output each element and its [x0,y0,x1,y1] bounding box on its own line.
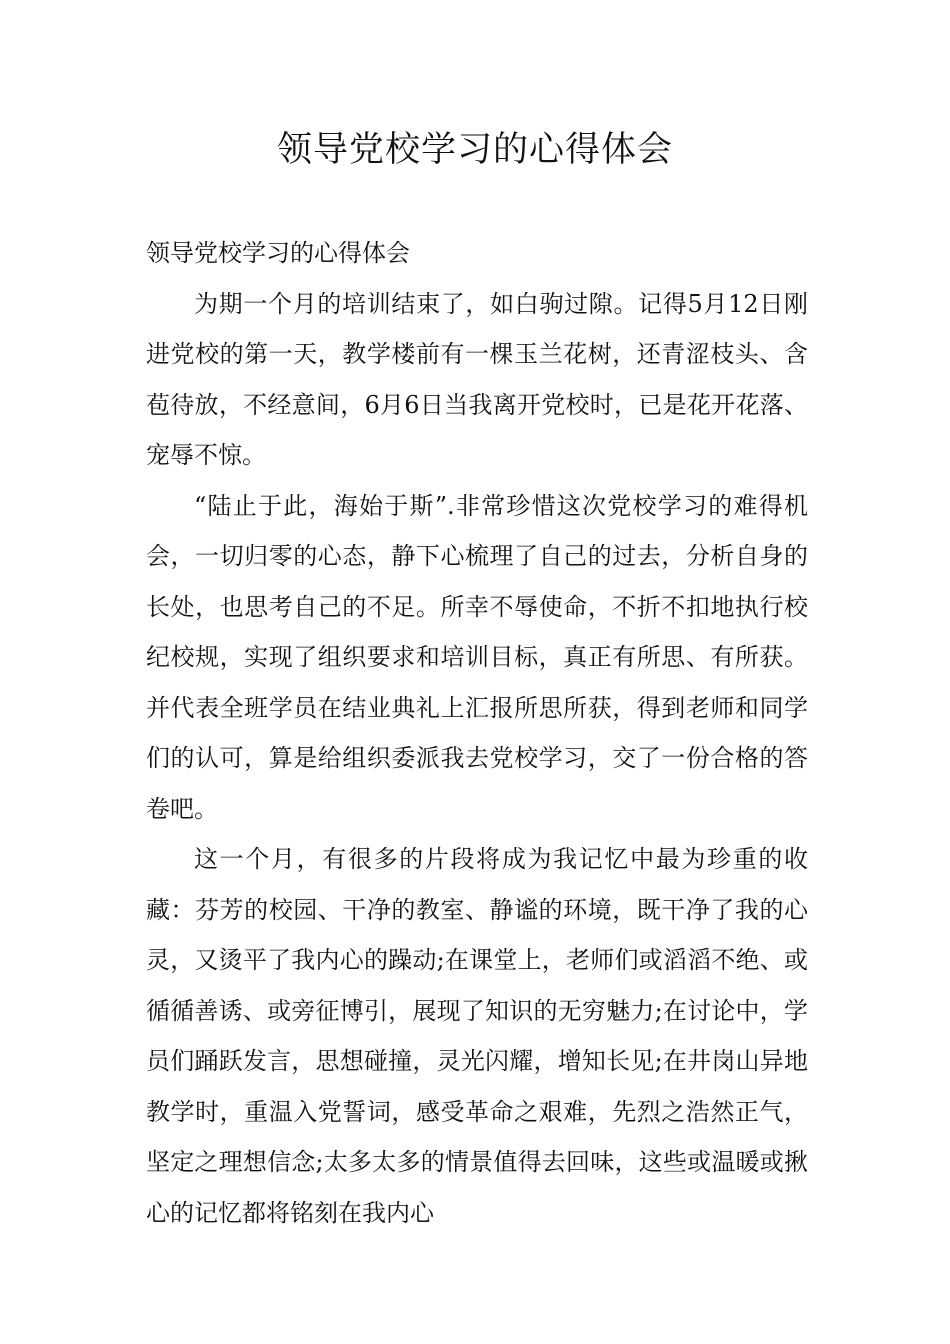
document-title: 领导党校学习的心得体会 [276,130,673,170]
paragraph-1: 为期一个月的培训结束了，如白驹过隙。记得5月12日刚进党校的第一天，教学楼前有一棵玉兰花树，还青涩枝头、含苞待放，不经意间，6月6日当我离开党校时，已是花开花落、宠辱不惊。 [146,289,808,469]
document-subtitle: 领导党校学习的心得体会 [146,239,410,267]
paragraph-2: “陆止于此，海始于斯”.非常珍惜这次党校学习的难得机会，一切归零的心态，静下心梳理了自己的过去，分析自身的长处，也思考自己的不足。所幸不辱使命，不折不扣地执行校纪校规，实现了组织要求和培训目标，真正有所思、有所获。并代表全班学员在结业典礼上汇报所思所获，得到老师和同学们的认可，算是给组织委派我去党校学习，交了一份合格的答卷吧。 [146,491,808,823]
document-body [146,228,808,1238]
paragraph-3: 这一个月，有很多的片段将成为我记忆中最为珍重的收藏：芬芳的校园、干净的教室、静谧的环境，既干净了我的心灵，又烫平了我内心的躁动;在课堂上，老师们或滔滔不绝、或循循善诱、或旁征博引，展现了知识的无穷魅力;在讨论中，学员们踊跃发言，思想碰撞，灵光闪耀，增知长见;在井岗山异地教学时，重温入党誓词，感受革命之艰难，先烈之浩然正气，坚定之理想信念;太多太多的情景值得去回味，这些或温暖或揪心的记忆都将铭刻在我内心 [146,845,808,1227]
